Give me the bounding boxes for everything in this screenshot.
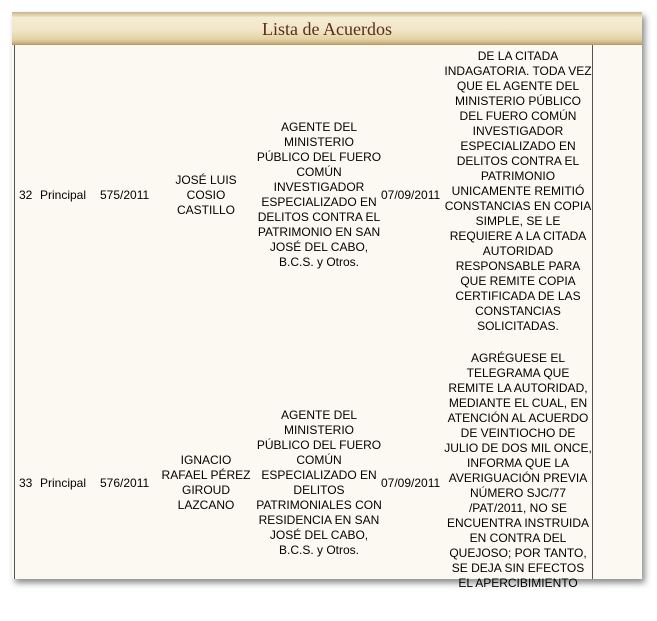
- row-number: 32: [19, 187, 33, 202]
- table-left-border: [14, 45, 15, 579]
- row-33-fecha-cell: [381, 345, 445, 621]
- panel-title: Lista de Acuerdos: [262, 19, 392, 39]
- row-autoridad: AGENTE DEL MINISTERIO PÚBLICO DEL FUERO COMÚN ESPECIALIZADO EN DELITOS PATRIMONIALES CON RESIDENCIA EN SAN JOSÉ DEL CABO, B.C.S. y Otros.: [256, 408, 382, 557]
- row-fecha: 07/09/2011: [381, 475, 441, 490]
- row-33-autoridad-cell: [256, 345, 382, 621]
- row-32-quejoso-cell: [156, 45, 256, 345]
- row-33-num-cell: [19, 345, 39, 621]
- row-tipo: Principal: [40, 475, 87, 490]
- row-33-expediente-cell: [100, 345, 160, 621]
- row-32-tipo-cell: [40, 45, 96, 345]
- row-acuerdo: DE LA CITADA INDAGATORIA. TODA VEZ QUE EL AGENTE DEL MINISTERIO PÚBLICO DEL FUERO COMÚN INVESTIGADOR ESPECIALIZADO EN DELITOS CONTRA EL PATRIMONIO UNICAMENTE REMITIÓ CONSTANCIAS EN COPIA SIMPLE, SE LE REQUIERE A LA CITADA AUTORIDAD RESPONSABLE PARA QUE REMITE COPIA CERTIFICADA DE LAS CONSTANCIAS SOLICITADAS.: [444, 49, 592, 333]
- row-33-quejoso-cell: [156, 345, 256, 621]
- row-32-autoridad-cell: [256, 45, 382, 345]
- row-33-tipo-cell: [40, 345, 96, 621]
- row-32-num-cell: [19, 45, 39, 345]
- row-expediente: 575/2011: [100, 187, 150, 202]
- row-tipo: Principal: [40, 187, 87, 202]
- table-right-border: [592, 45, 593, 579]
- row-quejoso: IGNACIO RAFAEL PÉREZ GIROUD LAZCANO: [161, 453, 251, 512]
- row-quejoso: JOSÉ LUIS COSIO CASTILLO: [175, 172, 237, 217]
- row-32-acuerdo-cell: [444, 49, 592, 334]
- row-32-fecha-cell: [381, 45, 445, 345]
- acuerdos-table[interactable]: [12, 45, 642, 590]
- row-autoridad: AGENTE DEL MINISTERIO PÚBLICO DEL FUERO COMÚN INVESTIGADOR ESPECIALIZADO EN DELITOS CONTRA EL PATRIMONIO EN SAN JOSÉ DEL CABO, B.C.S. y Otros.: [256, 120, 382, 269]
- row-number: 33: [19, 475, 33, 490]
- row-33-acuerdo-cell: [444, 351, 592, 591]
- row-expediente: 576/2011: [100, 475, 150, 490]
- row-32-expediente-cell: [100, 45, 160, 345]
- acuerdos-panel: [12, 12, 642, 590]
- panel-header: [12, 12, 642, 45]
- row-fecha: 07/09/2011: [381, 187, 441, 202]
- row-acuerdo: AGRÉGUESE EL TELEGRAMA QUE REMITE LA AUTORIDAD, MEDIANTE EL CUAL, EN ATENCIÓN AL ACUERDO DE VEINTIOCHO DE JULIO DE DOS MIL ONCE, INFORMA QUE LA AVERIGUACIÓN PREVIA NÚMERO SJC/77 /PAT/2011, NO SE ENCUENTRA INSTRUIDA EN CONTRA DEL QUEJOSO; POR TANTO, SE DEJA SIN EFECTOS EL APERCIBIMIENTO: [444, 351, 592, 590]
